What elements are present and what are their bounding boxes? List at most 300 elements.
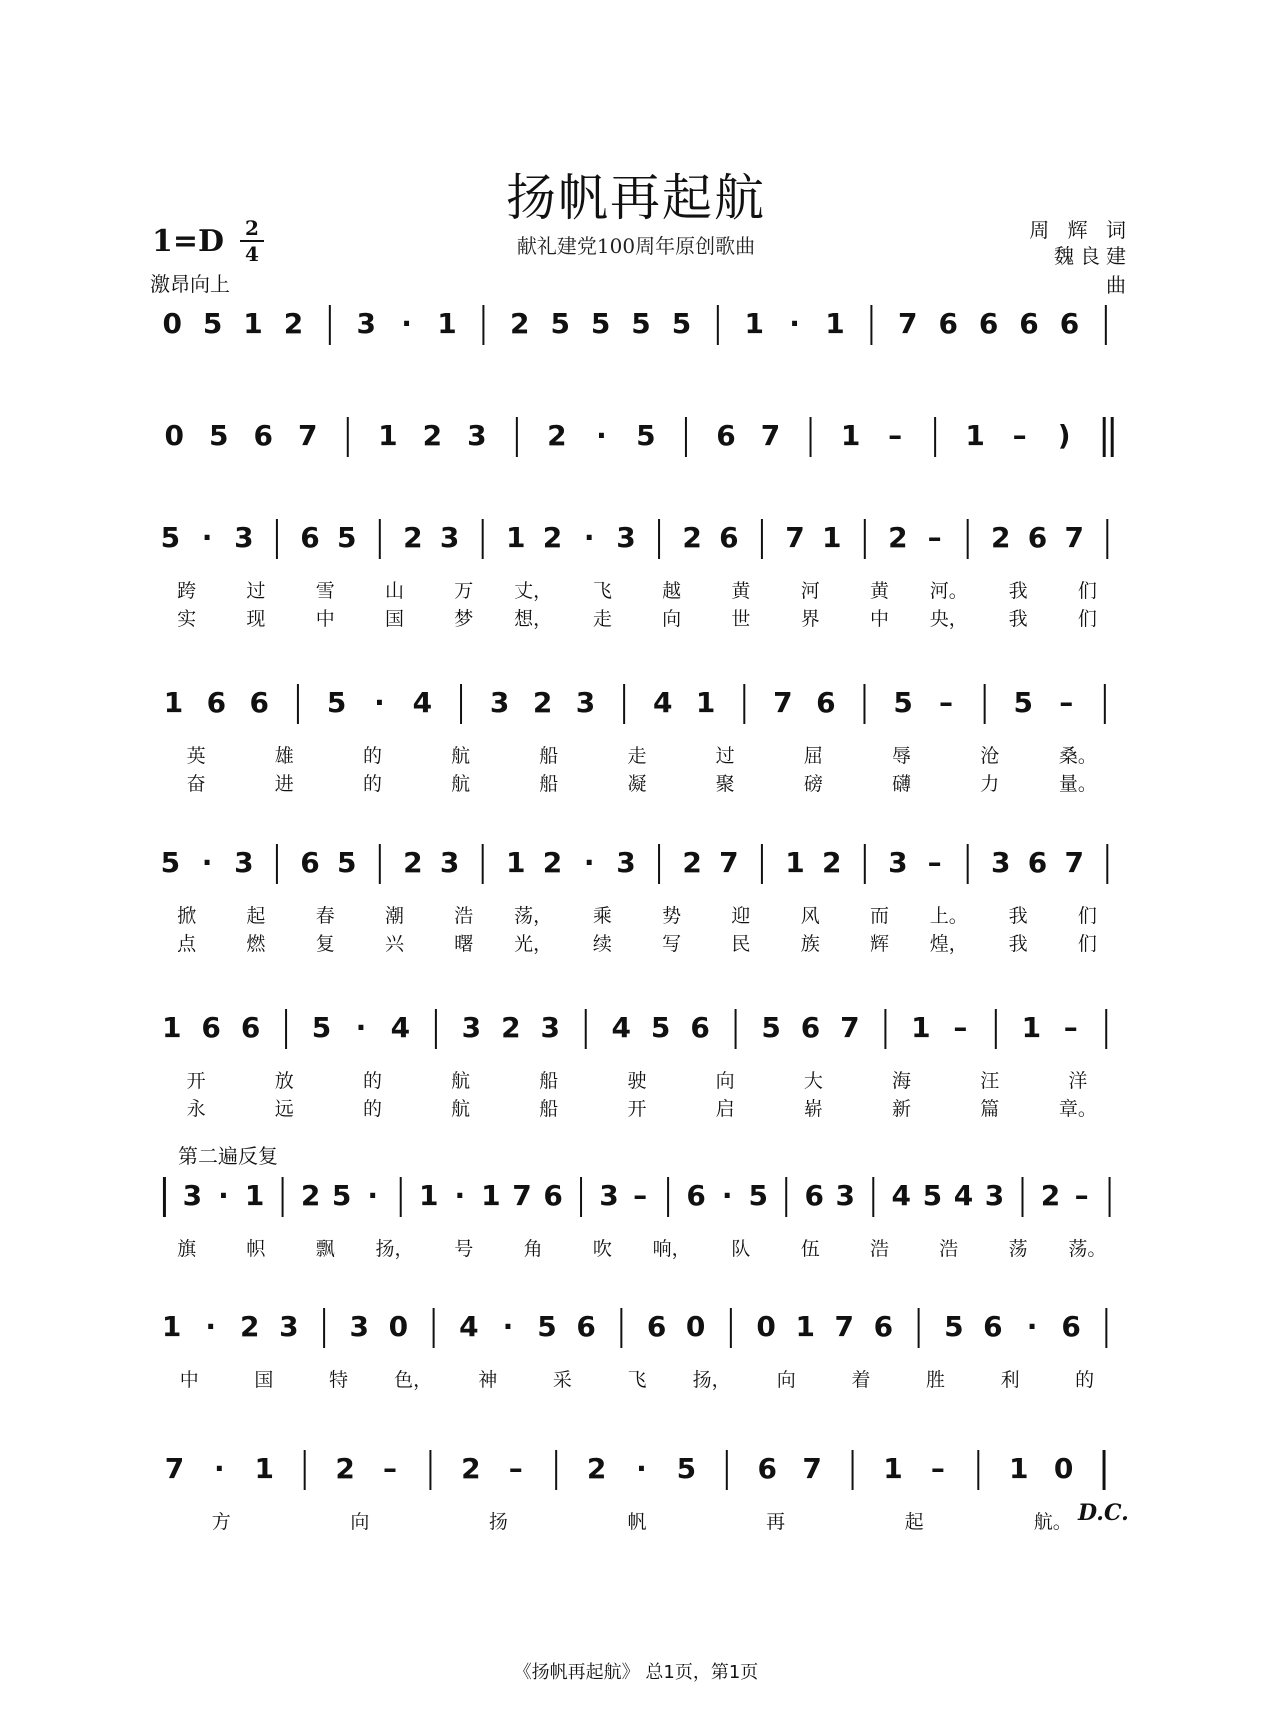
lyric-verse-1: 向	[776, 1369, 796, 1391]
lyric-verse-2: 们	[1077, 933, 1097, 955]
lyric-verse-1: 号	[454, 1238, 474, 1260]
score-note: 6	[1027, 521, 1048, 554]
score-note: ·	[789, 307, 800, 340]
score-note: –	[1074, 1179, 1089, 1212]
lyric-verse-1: 丈，	[514, 580, 553, 602]
score-note: ·	[205, 1310, 216, 1343]
score-note: 3	[349, 1310, 370, 1343]
lyric-verse-1: 浩	[454, 905, 474, 927]
lyric-verse-1: 航	[451, 1070, 471, 1092]
lyric-verse-2: 章。	[1058, 1098, 1097, 1120]
lyric-verse-1: 伍	[800, 1238, 820, 1260]
score-note: 6	[716, 419, 736, 452]
lyric-verse-2: 煌，	[929, 933, 968, 955]
score-note: 3	[888, 846, 908, 879]
score-note: 2	[283, 307, 304, 340]
song-subtitle: 献礼建党100周年原创歌曲	[516, 234, 756, 258]
score-note: 5	[636, 419, 656, 452]
lyric-verse-1: 雪	[315, 580, 335, 602]
lyric-verse-1: 帜	[246, 1238, 266, 1260]
lyric-verse-1: 河。	[929, 580, 968, 602]
tempo-marking: 激昂向上	[150, 272, 230, 296]
score-note: 1	[418, 1179, 439, 1212]
lyric-verse-2: 的	[362, 773, 382, 795]
lyric-verse-1: 方	[211, 1511, 231, 1533]
score-note: 1	[821, 521, 842, 554]
score-note: –	[1012, 419, 1027, 452]
score-note: 6	[1019, 307, 1039, 340]
score-note: 1	[161, 1310, 182, 1343]
lyric-verse-1: 中	[179, 1369, 199, 1391]
score-note: 2	[461, 1452, 481, 1485]
score-note: 1	[825, 307, 845, 340]
score-note: 7	[164, 1452, 185, 1485]
score-note: 3	[540, 1011, 560, 1044]
lyric-verse-1: 我	[1008, 905, 1028, 927]
score-note: 5	[590, 307, 611, 340]
score-note: 3	[182, 1179, 203, 1212]
score-note: 0	[756, 1310, 776, 1343]
lyric-verse-1: 船	[539, 1070, 559, 1092]
lyric-verse-1: 帆	[627, 1511, 647, 1533]
score-note: 5	[336, 846, 357, 879]
score-note: 0	[164, 419, 184, 452]
score-note: ·	[201, 521, 213, 554]
score-note: 0	[1053, 1452, 1074, 1485]
lyric-verse-2: 我	[1008, 608, 1028, 630]
lyric-verse-1: 响，	[652, 1238, 691, 1260]
score-note: 3	[984, 1179, 1005, 1212]
lyric-verse-1: 掀	[177, 905, 197, 927]
score-note: 5	[209, 419, 229, 452]
lyric-verse-2: 兴	[384, 933, 405, 955]
lyric-verse-1: 吹	[592, 1238, 612, 1260]
score-note: 6	[983, 1310, 1003, 1343]
lyric-verse-2: 力	[980, 773, 1000, 795]
score-note: –	[927, 846, 942, 879]
score-note: 2	[422, 419, 443, 452]
score-note: 1	[1008, 1452, 1029, 1485]
score-note: 7	[834, 1310, 855, 1343]
lyric-verse-1: 我	[1008, 580, 1028, 602]
score-note: 6	[1061, 1310, 1081, 1343]
lyric-verse-1: 乘	[592, 905, 612, 927]
score-note: 3	[439, 846, 460, 879]
lyric-verse-1: 跨	[177, 580, 197, 602]
score-note: 6	[757, 1452, 777, 1485]
score-note: 5	[631, 307, 651, 340]
score-note: –	[953, 1011, 968, 1044]
lyric-verse-1: 色，	[394, 1369, 433, 1391]
lyric-verse-2: 民	[731, 933, 751, 955]
lyric-verse-1: 飞	[592, 580, 612, 602]
score-note: 5	[748, 1179, 768, 1212]
score-note: 5	[331, 1179, 352, 1212]
lyric-verse-1: 荡，	[514, 905, 553, 927]
score-note: 7	[512, 1179, 532, 1212]
lyric-verse-1: 航	[451, 745, 471, 767]
score-note: 3	[489, 686, 510, 719]
score-note: ·	[218, 1179, 229, 1212]
lyric-verse-1: 洋	[1068, 1070, 1088, 1092]
score-note: 3	[991, 846, 1011, 879]
score-note: ·	[454, 1179, 466, 1212]
score-note: 2	[586, 1452, 607, 1485]
lyric-verse-2: 央，	[929, 608, 968, 630]
score-note: ·	[374, 686, 385, 719]
score-note: 5	[761, 1011, 781, 1044]
lyric-verse-2: 向	[662, 608, 682, 630]
score-note: 7	[719, 846, 739, 879]
score-note: 6	[690, 1011, 710, 1044]
score-note: 6	[938, 307, 958, 340]
lyric-verse-2: 们	[1077, 608, 1097, 630]
repeat-note: 第二遍反复	[178, 1144, 278, 1168]
lyric-verse-2: 凝	[627, 773, 647, 795]
score-note: 4	[412, 686, 433, 719]
score-note: 0	[162, 307, 182, 340]
score-note: 5	[676, 1452, 697, 1485]
lyric-verse-1: 迎	[731, 905, 751, 927]
lyric-verse-2: 复	[315, 933, 335, 955]
lyric-verse-1: 风	[800, 905, 820, 927]
score-note: 1	[161, 1011, 182, 1044]
lyric-verse-2: 进	[274, 773, 294, 795]
score-note: 1	[744, 307, 764, 340]
lyric-verse-1: 的	[362, 1070, 382, 1092]
score-note: 1	[695, 686, 716, 719]
lyric-verse-1: 沧	[980, 745, 1000, 767]
lyric-verse-2: 走	[592, 608, 612, 630]
lyric-verse-2: 远	[274, 1098, 294, 1120]
score-note: 7	[1064, 521, 1084, 554]
lyric-verse-2: 聚	[715, 773, 735, 795]
lyric-verse-1: 浩	[869, 1238, 890, 1260]
score-note: 6	[816, 686, 836, 719]
lyric-verse-1: 着	[851, 1369, 871, 1391]
lyric-verse-1: 飞	[627, 1369, 647, 1391]
lyric-verse-2: 礴	[892, 773, 912, 795]
time-signature-top: 2	[245, 216, 259, 240]
lyric-verse-1: 起	[904, 1511, 924, 1533]
lyric-verse-2: 船	[539, 1098, 559, 1120]
score-note: 5	[326, 686, 347, 719]
lyric-verse-2: 国	[384, 608, 405, 630]
time-signature-bottom: 4	[245, 242, 259, 266]
score-note: 5	[160, 521, 181, 554]
lyric-verse-2: 族	[800, 933, 820, 955]
lyric-verse-2: 航	[451, 773, 471, 795]
lyric-verse-1: 向	[715, 1070, 735, 1092]
score-note: 2	[542, 846, 563, 879]
score-note: 3	[279, 1310, 299, 1343]
score-note: –	[930, 1452, 945, 1485]
score-note: 2	[1040, 1179, 1061, 1212]
score-note: 6	[249, 686, 270, 719]
lyric-verse-1: 国	[254, 1369, 274, 1391]
score-note: 2	[300, 1179, 321, 1212]
lyric-verse-1: 过	[715, 745, 735, 767]
score-note: 6	[206, 686, 227, 719]
score-note: 1	[795, 1310, 815, 1343]
lyric-verse-1: 河	[800, 580, 820, 602]
lyric-verse-1: 汪	[980, 1070, 1000, 1092]
lyric-verse-1: 过	[246, 580, 266, 602]
lyric-verse-2: 奋	[186, 773, 206, 795]
score-note: 6	[978, 307, 999, 340]
lyric-verse-1: 潮	[384, 905, 405, 927]
score-note: 5	[893, 686, 913, 719]
score-note: 6	[719, 521, 739, 554]
lyric-verse-2: 崭	[803, 1098, 823, 1120]
score-note: ·	[201, 846, 213, 879]
score-note: 1	[163, 686, 184, 719]
score-note: 5	[922, 1179, 943, 1212]
score-note: –	[508, 1452, 523, 1485]
score-note: 3	[439, 521, 460, 554]
score-note: 2	[547, 419, 567, 452]
score-note: –	[633, 1179, 648, 1212]
lyric-verse-1: 而	[869, 905, 890, 927]
score-note: 2	[240, 1310, 260, 1343]
lyric-verse-2: 启	[715, 1098, 735, 1120]
lyric-verse-2: 开	[627, 1098, 647, 1120]
score-note: 0	[388, 1310, 409, 1343]
score-note: 6	[300, 521, 320, 554]
score-note: –	[888, 419, 903, 452]
lyric-verse-1: 向	[350, 1511, 370, 1533]
score-note: ·	[1026, 1310, 1038, 1343]
lyric-verse-1: 旗	[177, 1238, 197, 1260]
score-note: 6	[576, 1310, 596, 1343]
score-note: 1	[437, 307, 457, 340]
score-note: 3	[599, 1179, 619, 1212]
lyric-verse-2: 现	[246, 608, 266, 630]
lyric-verse-1: 船	[539, 745, 559, 767]
lyric-verse-2: 磅	[803, 773, 823, 795]
lyric-verse-2: 界	[800, 608, 820, 630]
score-note: 7	[898, 307, 918, 340]
lyric-verse-1: 屈	[803, 745, 823, 767]
score-note: 4	[953, 1179, 974, 1212]
lyric-verse-2: 新	[892, 1098, 912, 1120]
score-note: 2	[403, 521, 423, 554]
score-note: 3	[616, 521, 636, 554]
page-footer: 《扬帆再起航》 总1页，第1页	[513, 1662, 759, 1683]
lyric-verse-2: 点	[177, 933, 197, 955]
lyric-verse-2: 想，	[514, 608, 553, 630]
score-note: ·	[721, 1179, 733, 1212]
lyric-verse-2: 世	[731, 608, 751, 630]
score-note: 7	[760, 419, 781, 452]
score-note: –	[939, 686, 954, 719]
score-note: 2	[335, 1452, 355, 1485]
lyric-verse-1: 们	[1077, 580, 1097, 602]
score-note: 5	[650, 1011, 671, 1044]
score-note: 1	[883, 1452, 903, 1485]
score-note: ·	[583, 521, 595, 554]
score-note: 2	[542, 521, 563, 554]
lyric-verse-1: 飘	[315, 1238, 335, 1260]
score-note: 6	[800, 1011, 821, 1044]
lyric-verse-2: 中	[315, 608, 335, 630]
score-note: ·	[401, 307, 412, 340]
composer-credit: 魏良建 曲	[1054, 244, 1132, 297]
lyric-verse-1: 们	[1077, 905, 1097, 927]
score-note: 3	[835, 1179, 856, 1212]
score-note: 3	[616, 846, 636, 879]
lyric-verse-1: 驶	[627, 1070, 647, 1092]
score-note: 6	[646, 1310, 667, 1343]
lyric-verse-1: 的	[1075, 1369, 1095, 1391]
lyric-verse-2: 中	[869, 608, 890, 630]
score-note: 2	[532, 686, 553, 719]
lyric-verse-1: 辱	[892, 745, 912, 767]
lyric-verse-1: 扬，	[692, 1369, 731, 1391]
lyric-verse-2: 辉	[869, 933, 890, 955]
lyric-verse-1: 山	[384, 580, 405, 602]
score-note: 2	[510, 307, 530, 340]
score-note: 5	[671, 307, 692, 340]
score-note: 1	[840, 419, 861, 452]
lyric-verse-1: 越	[662, 580, 682, 602]
score-note: 1	[243, 307, 263, 340]
lyric-verse-1: 采	[552, 1369, 572, 1391]
song-title: 扬帆再起航	[506, 169, 766, 227]
lyric-verse-2: 的	[362, 1098, 382, 1120]
lyric-verse-1: 扬，	[375, 1238, 414, 1260]
score-note: –	[1059, 686, 1074, 719]
score-note: 5	[537, 1310, 557, 1343]
score-note: 1	[911, 1011, 931, 1044]
lyric-verse-1: 荡	[1008, 1238, 1028, 1260]
score-note: 6	[686, 1179, 706, 1212]
score-note: 7	[1064, 846, 1084, 879]
lyric-verse-1: 海	[892, 1070, 912, 1092]
score-note: 7	[785, 521, 805, 554]
score-note: 2	[682, 521, 702, 554]
lyric-verse-1: 黄	[731, 580, 751, 602]
score-note: ·	[583, 846, 595, 879]
lyricist-credit: 周 辉 词	[1029, 218, 1132, 242]
score-note: 4	[653, 686, 673, 719]
score-note: 3	[467, 419, 487, 452]
lyric-verse-1: 走	[627, 745, 647, 767]
lyric-verse-2: 实	[177, 608, 197, 630]
lyric-verse-1: 再	[766, 1511, 786, 1533]
score-note: 4	[611, 1011, 631, 1044]
lyric-verse-1: 万	[454, 580, 474, 602]
lyric-verse-1: 春	[315, 905, 335, 927]
score-note: 7	[802, 1452, 822, 1485]
lyric-verse-2: 写	[662, 933, 682, 955]
lyric-verse-1: 放	[274, 1070, 294, 1092]
score-note: 2	[821, 846, 842, 879]
lyric-verse-1: 角	[523, 1238, 543, 1260]
lyric-verse-1: 队	[731, 1238, 751, 1260]
score-note: 6	[543, 1179, 563, 1212]
score-note: 4	[891, 1179, 912, 1212]
lyric-verse-1: 起	[246, 905, 266, 927]
score-note: 1	[1021, 1011, 1042, 1044]
score-note: 6	[300, 846, 320, 879]
lyric-verse-1: 浩	[939, 1238, 959, 1260]
lyric-verse-2: 量。	[1058, 773, 1097, 795]
lyric-verse-1: 特	[329, 1369, 349, 1391]
score-note: 5	[202, 307, 223, 340]
score-note: 6	[201, 1011, 221, 1044]
score-note: –	[1063, 1011, 1078, 1044]
score-note: 1	[481, 1179, 501, 1212]
score-note: ·	[636, 1452, 647, 1485]
score-note: 1	[965, 419, 985, 452]
lyric-verse-1: 荡。	[1068, 1238, 1107, 1260]
score-note: ·	[355, 1011, 367, 1044]
score-note: 5	[311, 1011, 332, 1044]
lyric-verse-2: 永	[186, 1098, 206, 1120]
score-note: 2	[403, 846, 423, 879]
score-note: 3	[356, 307, 376, 340]
score-note: 5	[550, 307, 570, 340]
lyric-verse-1: 英	[186, 745, 206, 767]
score-note: ·	[502, 1310, 514, 1343]
score-note: 3	[234, 521, 254, 554]
score-note: –	[383, 1452, 398, 1485]
lyric-verse-2: 航	[451, 1098, 471, 1120]
lyric-verse-2: 光，	[514, 933, 553, 955]
score-note: 2	[682, 846, 702, 879]
score-note: 3	[575, 686, 596, 719]
lyric-verse-1: 上。	[929, 905, 968, 927]
score-note: 5	[944, 1310, 964, 1343]
lyric-verse-2: 篇	[980, 1098, 1000, 1120]
key-signature: 1=D	[152, 224, 225, 259]
score-note: 6	[1059, 307, 1080, 340]
lyric-verse-2: 船	[539, 773, 559, 795]
lyric-verse-1: 神	[478, 1369, 498, 1391]
score-note: 7	[297, 419, 318, 452]
score-note: 1	[378, 419, 398, 452]
score-note: 5	[336, 521, 357, 554]
lyric-verse-1: 大	[803, 1070, 823, 1092]
score-note: 3	[234, 846, 254, 879]
score-note: 6	[804, 1179, 824, 1212]
lyric-verse-1: 开	[186, 1070, 206, 1092]
lyric-verse-1: 扬	[488, 1511, 508, 1533]
lyric-verse-1: 黄	[869, 580, 890, 602]
score-note: 2	[991, 521, 1011, 554]
score-note: 2	[888, 521, 908, 554]
lyric-verse-2: 梦	[454, 608, 474, 630]
score-note: ·	[596, 419, 607, 452]
score-note: –	[927, 521, 942, 554]
lyric-verse-1: 的	[362, 745, 382, 767]
score-note: )	[1057, 419, 1071, 452]
dc-mark: D.C.	[1078, 1500, 1129, 1526]
score-note: ·	[367, 1179, 379, 1212]
score-note: 1	[254, 1452, 275, 1485]
score-note: 1	[506, 846, 526, 879]
score-note: 6	[240, 1011, 261, 1044]
lyric-verse-1: 胜	[925, 1369, 945, 1391]
score-note: 0	[685, 1310, 706, 1343]
score-note: 6	[1027, 846, 1048, 879]
score-note: 3	[461, 1011, 482, 1044]
lyric-verse-2: 续	[592, 933, 612, 955]
score-note: 6	[873, 1310, 894, 1343]
lyric-verse-2: 燃	[246, 933, 266, 955]
score-note: 1	[506, 521, 526, 554]
